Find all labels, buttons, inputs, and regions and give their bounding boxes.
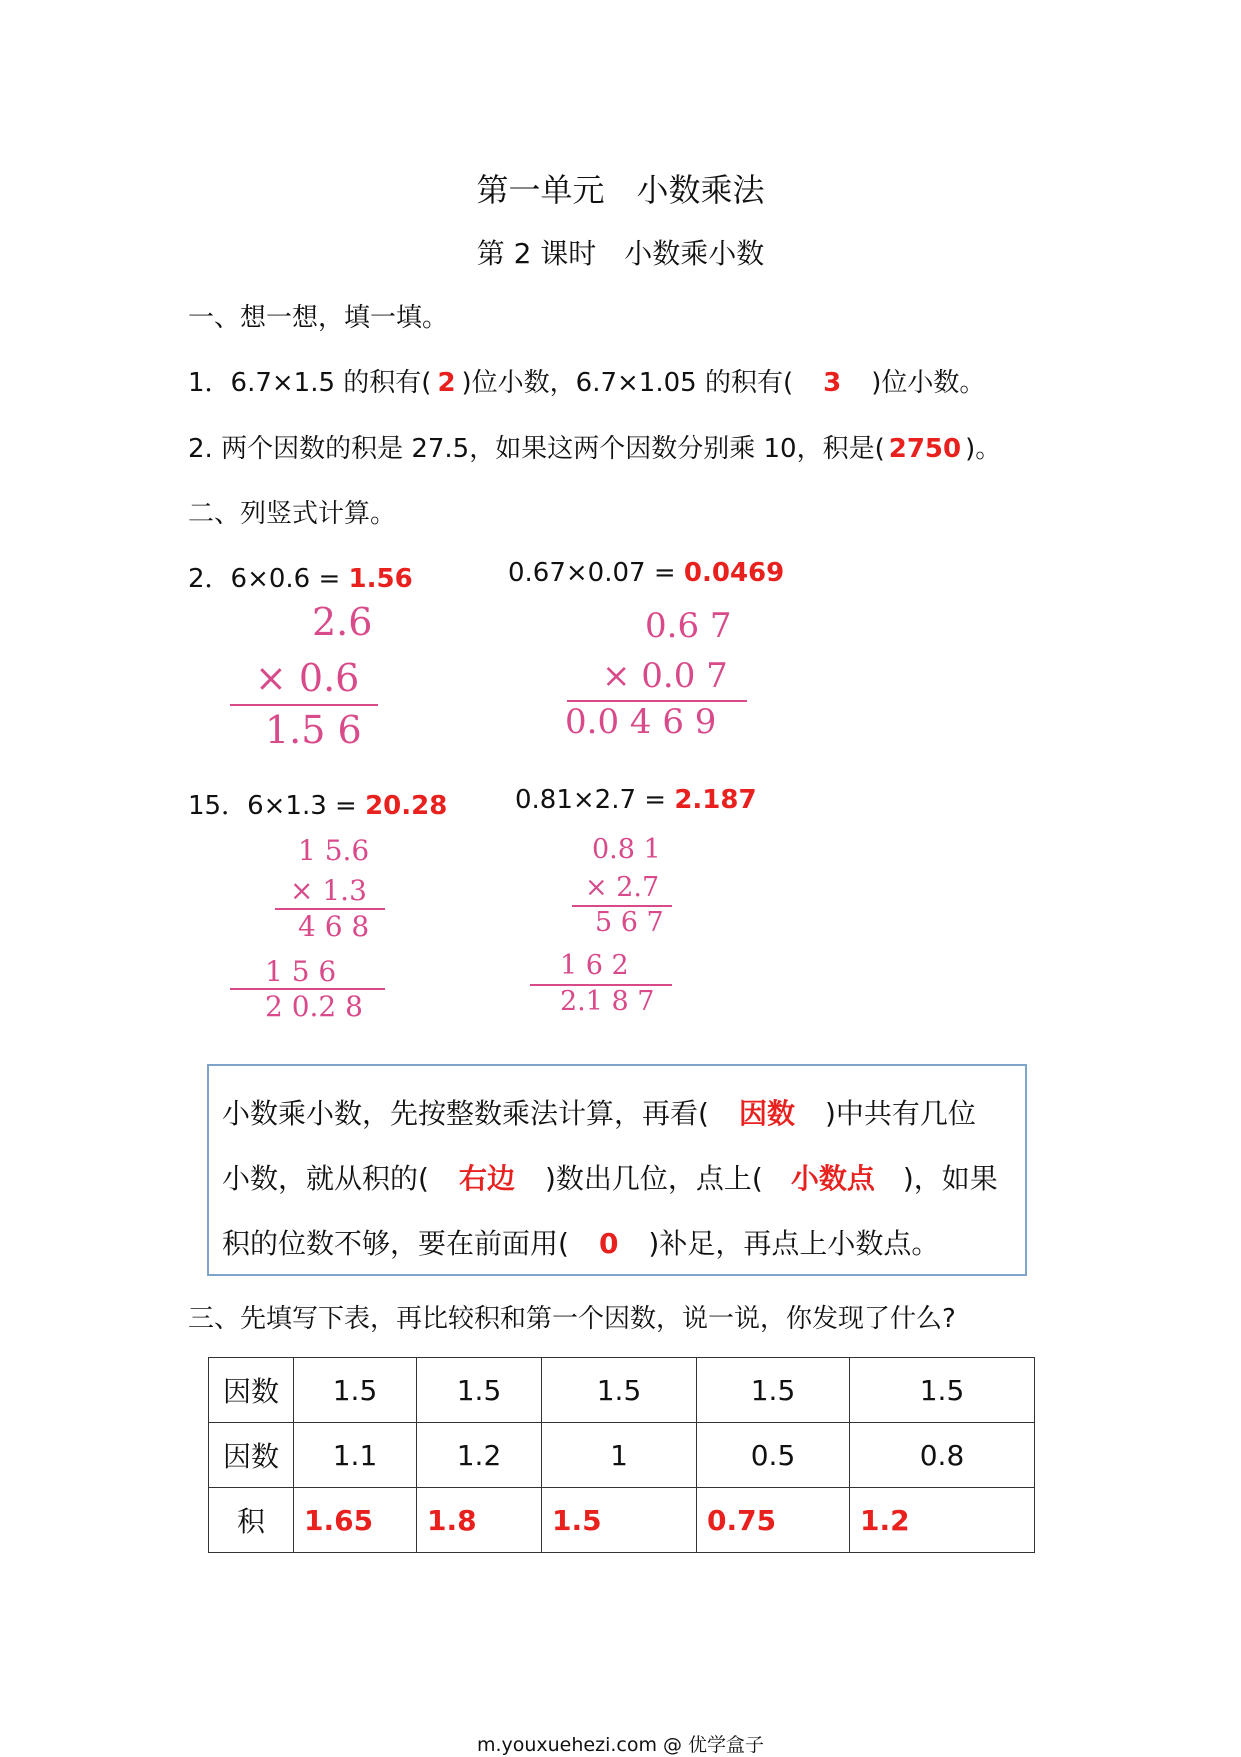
eq1-rule-line <box>230 704 378 706</box>
product-table <box>208 1357 1035 1553</box>
table-cell-answer: 1.2 <box>850 1488 1035 1553</box>
rule-l1-text-1: 小数乘小数，先按整数乘法计算，再看( <box>222 1097 709 1130</box>
rule-answer-right: 右边 <box>458 1162 515 1195</box>
q1-answer-1: 2 <box>437 368 456 398</box>
section1-heading: 一、想一想，填一填。 <box>188 303 449 333</box>
eq4-partial-1: 5 6 7 <box>595 907 664 938</box>
eq3-top-number: 1 5.6 <box>298 834 370 867</box>
rule-l3-text-2: )补足，再点上小数点。 <box>648 1227 940 1260</box>
rule-answer-factor: 因数 <box>738 1097 795 1130</box>
table-cell: 1.5 <box>417 1358 542 1423</box>
lesson-subtitle: 第 2 课时 小数乘小数 <box>476 237 765 270</box>
eq1-expression: 2．6×0.6 = <box>188 564 341 594</box>
table-cell-answer: 1.5 <box>542 1488 697 1553</box>
rule-l3-text-1: 积的位数不够，要在前面用( <box>222 1227 569 1260</box>
eq3-answer: 20.28 <box>365 791 448 821</box>
q1-answer-2: 3 <box>823 368 842 398</box>
eq1-result: 1.5 6 <box>265 708 362 752</box>
section3-heading: 三、先填写下表，再比较积和第一个因数，说一说，你发现了什么? <box>188 1304 956 1334</box>
eq1-answer: 1.56 <box>348 564 413 594</box>
eq2-result: 0.0 4 6 9 <box>565 702 717 742</box>
equation-2 <box>508 558 784 588</box>
eq3-result: 2 0.2 8 <box>265 990 363 1023</box>
rule-l2-text-3: )，如果 <box>902 1162 998 1195</box>
rule-line-1 <box>222 1092 976 1132</box>
rule-l2-text-2: )数出几位，点上( <box>544 1162 763 1195</box>
eq1-top-number: 2.6 <box>312 600 373 644</box>
table-cell: 1.5 <box>294 1358 417 1423</box>
rule-answer-decimal-point: 小数点 <box>790 1162 875 1195</box>
table-label: 积 <box>209 1488 294 1553</box>
page-title: 第一单元 小数乘法 <box>476 171 765 209</box>
q1-text-1: 1．6.7×1.5 的积有( <box>188 368 432 398</box>
table-cell: 1.5 <box>542 1358 697 1423</box>
rule-l1-text-2: )中共有几位 <box>824 1097 976 1130</box>
table-cell: 1 <box>542 1423 697 1488</box>
q1-text-2: )位小数，6.7×1.05 的积有( <box>461 368 794 398</box>
eq2-top-number: 0.6 7 <box>645 606 732 646</box>
eq4-top-number: 0.8 1 <box>592 834 661 865</box>
table-cell: 1.5 <box>697 1358 850 1423</box>
equation-3 <box>188 785 447 822</box>
table-cell-answer: 1.65 <box>294 1488 417 1553</box>
q1-text-3: )位小数。 <box>871 368 986 398</box>
question-2 <box>188 428 1001 465</box>
eq2-multiplier: × 0.0 7 <box>602 656 728 696</box>
table-label: 因数 <box>209 1423 294 1488</box>
eq4-result: 2.1 8 7 <box>560 986 655 1017</box>
eq4-multiplier: × 2.7 <box>585 872 660 903</box>
table-row-factor-1 <box>209 1358 1035 1423</box>
equation-1 <box>188 558 413 595</box>
q2-answer: 2750 <box>888 434 962 464</box>
question-1 <box>188 362 985 399</box>
table-cell: 1.2 <box>417 1423 542 1488</box>
q2-text-1: 2. 两个因数的积是 27.5，如果这两个因数分别乘 10，积是( <box>188 434 885 464</box>
eq3-expression: 15．6×1.3 = <box>188 791 357 821</box>
equation-4 <box>515 785 757 815</box>
rule-line-2 <box>222 1157 998 1197</box>
rule-answer-zero: 0 <box>598 1227 619 1260</box>
eq2-answer: 0.0469 <box>683 558 785 588</box>
eq3-multiplier: × 1.3 <box>290 874 367 907</box>
table-cell: 0.8 <box>850 1423 1035 1488</box>
rule-line-3 <box>222 1222 939 1262</box>
table-cell-answer: 1.8 <box>417 1488 542 1553</box>
table-row-product <box>209 1488 1035 1553</box>
eq4-partial-2: 1 6 2 <box>560 950 629 981</box>
rule-l2-text-1: 小数，就从积的( <box>222 1162 429 1195</box>
eq2-expression: 0.67×0.07 = <box>508 558 676 588</box>
footer-watermark: m.youxuehezi.com @ 优学盒子 <box>476 1734 765 1756</box>
section2-heading: 二、列竖式计算。 <box>188 499 397 529</box>
table-cell: 1.5 <box>850 1358 1035 1423</box>
eq3-partial-1: 4 6 8 <box>298 910 370 943</box>
eq4-expression: 0.81×2.7 = <box>515 785 667 815</box>
eq1-multiplier: × 0.6 <box>255 656 360 700</box>
eq3-partial-2: 1 5 6 <box>265 955 337 988</box>
table-cell: 0.5 <box>697 1423 850 1488</box>
q2-text-2: )。 <box>965 434 1002 464</box>
eq4-answer: 2.187 <box>674 785 757 815</box>
table-cell-answer: 0.75 <box>697 1488 850 1553</box>
table-row-factor-2 <box>209 1423 1035 1488</box>
table-label: 因数 <box>209 1358 294 1423</box>
table-cell: 1.1 <box>294 1423 417 1488</box>
